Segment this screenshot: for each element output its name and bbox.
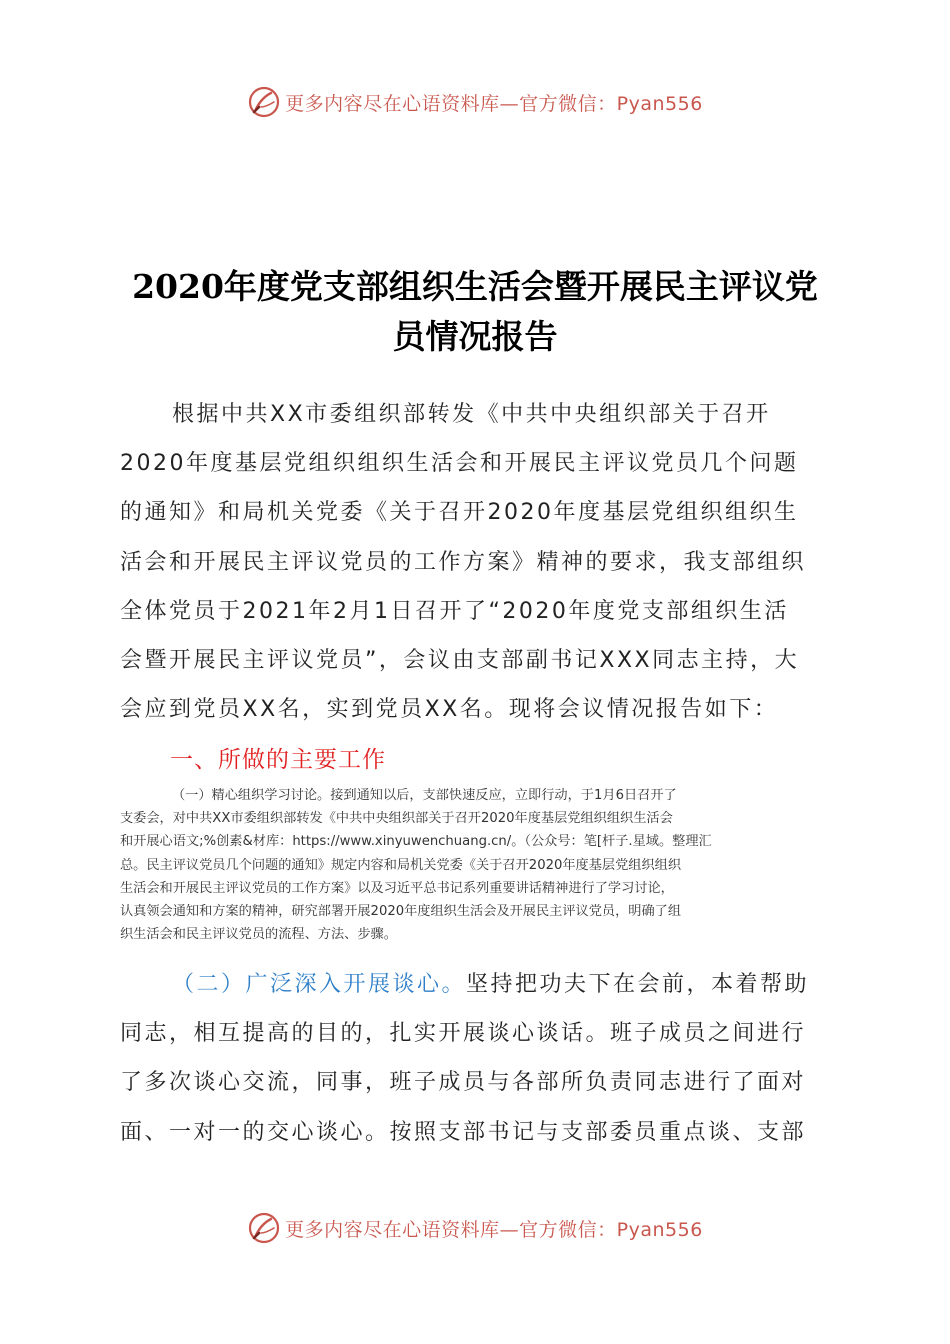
- intro-line: 2020年度基层党组织组织生活会和开展民主评议党员几个问题: [120, 451, 799, 477]
- intro-line: 会暨开展民主评议党员”，会议由支部副书记XXX同志主持，大: [120, 648, 800, 674]
- document-title: [100, 262, 850, 362]
- item1-line: 总。民主评议党员几个问题的通知》规定内容和局机关党委《关于召开2020年度基层党组织组织: [120, 857, 682, 873]
- intro-line: 根据中共XX市委组织部转发《中共中央组织部关于召开: [172, 402, 771, 427]
- item2-line: 同志，相互提高的目的，扎实开展谈心谈话。班子成员之间进行: [120, 1021, 807, 1047]
- item1-line: 支委会，对中共XX市委组织部转发《中共中央组织部关于召开2020年度基层党组织组织生活会: [120, 811, 673, 827]
- item2-line: 面、一对一的交心谈心。按照支部书记与支部委员重点谈、支部: [120, 1119, 807, 1145]
- banner-label: 更多内容尽在心语资料库—官方微信：: [285, 92, 617, 115]
- item1-line: 认真领会通知和方案的精神，研究部署开展2020年度组织生活会及开展民主评议党员，明确了组: [120, 904, 682, 920]
- intro-line: 会应到党员XX名，实到党员XX名。现将会议情况报告如下：: [120, 697, 779, 723]
- item2-first-rest: 坚持把功夫下在会前，本着帮助: [466, 972, 810, 997]
- item1-line: （一）精心组织学习讨论。接到通知以后，支部快速反应，立即行动，于1月6日召开了: [172, 788, 677, 803]
- item2-subtitle: （二）广泛深入开展谈心。: [172, 972, 467, 997]
- pen-signature-icon: [247, 1211, 281, 1245]
- pen-signature-icon: [247, 85, 281, 119]
- banner-account: Pyan556: [616, 1218, 703, 1241]
- item1-line: 生活会和开展民主评议党员的工作方案》以及习近平总书记系列重要讲话精神进行了学习讨论，: [120, 880, 674, 896]
- title-line-1: 2020年度党支部组织生活会暨开展民主评议党: [132, 267, 818, 306]
- header-watermark-banner: [0, 80, 950, 124]
- item2-first-line: [120, 960, 832, 1009]
- section-heading: 一、所做的主要工作: [170, 747, 386, 773]
- banner-account: Pyan556: [616, 92, 703, 115]
- banner-label: 更多内容尽在心语资料库—官方微信：: [285, 1218, 617, 1241]
- item1-line: 织生活会和民主评议党员的流程、方法、步骤。: [120, 927, 397, 943]
- title-line-2: 员情况报告: [392, 317, 558, 356]
- intro-line: 的通知》和局机关党委《关于召开2020年度基层党组织组织生: [120, 500, 799, 526]
- intro-line: 活会和开展民主评议党员的工作方案》精神的要求，我支部组织: [120, 549, 807, 575]
- item2-paragraph: [120, 960, 832, 1157]
- intro-paragraph: [120, 390, 832, 734]
- item1-paragraph: [120, 784, 832, 946]
- item2-line: 了多次谈心交流，同事，班子成员与各部所负责同志进行了面对: [120, 1070, 807, 1096]
- item1-line: 和开展心语文;%创素&材库：https://www.xinyuwenchuang.cn/。（公众号：笔[杆子.星域。整理汇: [120, 834, 712, 850]
- intro-line: 全体党员于2021年2月1日召开了“2020年度党支部组织生活: [120, 598, 789, 624]
- banner-text: [285, 89, 703, 116]
- banner-text: [285, 1215, 703, 1242]
- footer-watermark-banner: [0, 1206, 950, 1250]
